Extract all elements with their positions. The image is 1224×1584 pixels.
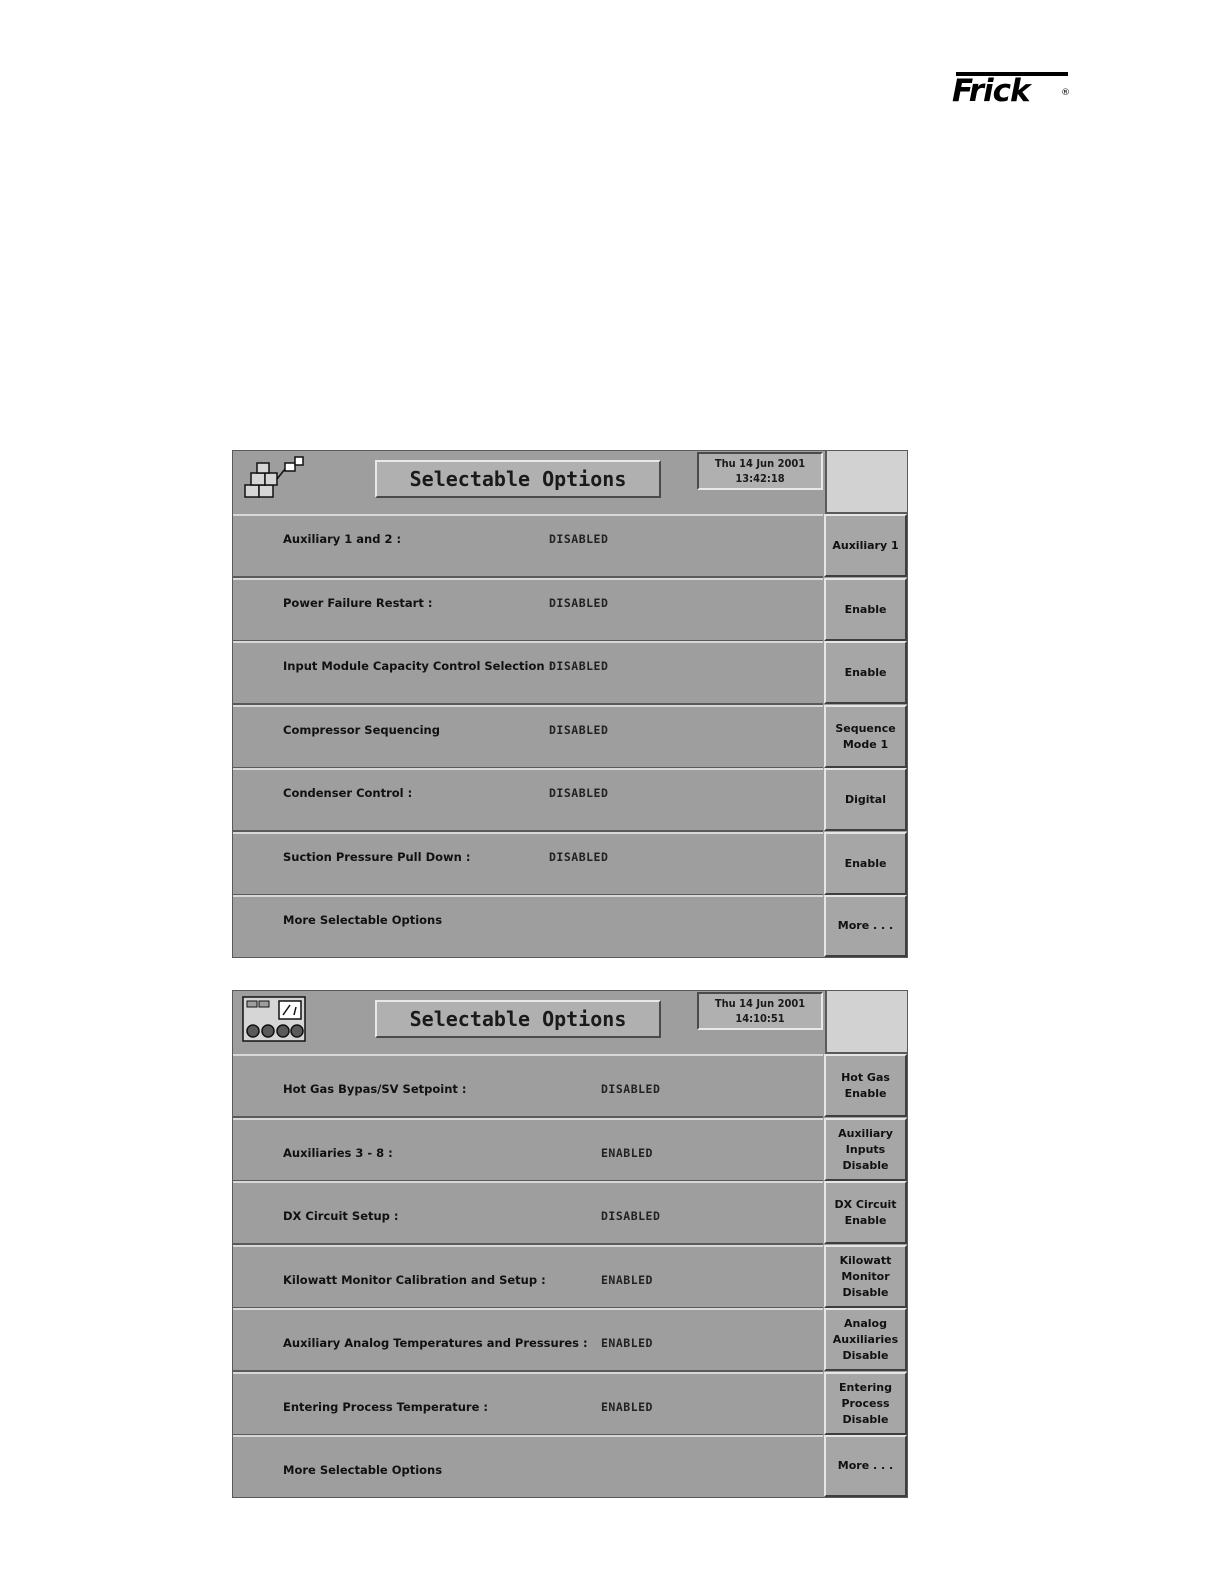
selectable-options-screen-1 [232,450,908,958]
option-row [233,1054,823,1118]
sequence-mode-button[interactable]: Sequence Mode 1 [824,705,907,768]
logo-text: Frick [952,73,1030,109]
option-label: Hot Gas Bypas/SV Setpoint : [283,1082,467,1096]
hot-gas-enable-button[interactable]: Hot Gas Enable [824,1054,907,1117]
option-row [233,1372,823,1436]
option-status: ENABLED [601,1273,653,1287]
screen-title: Selectable Options [375,460,661,498]
option-status: DISABLED [549,532,609,546]
option-label: Auxiliary Analog Temperatures and Pressures : [283,1336,588,1350]
datetime-display [697,992,823,1030]
option-row [233,578,823,642]
corner-blank [825,451,907,514]
dx-circuit-enable-button[interactable]: DX Circuit Enable [824,1181,907,1244]
panel-header [233,451,825,515]
option-row [233,1118,823,1182]
option-row [233,1181,823,1245]
option-row [233,895,823,957]
datetime-display [697,452,823,490]
screen-title: Selectable Options [375,1000,661,1038]
option-label: Condenser Control : [283,786,413,800]
selectable-options-screen-2 [232,990,908,1498]
option-label: Power Failure Restart : [283,596,433,610]
kilowatt-monitor-disable-button[interactable]: Kilowatt Monitor Disable [824,1245,907,1308]
option-row [233,641,823,705]
option-label: More Selectable Options [283,913,443,927]
date-text: Thu 14 Jun 2001 [714,997,806,1010]
building-blocks-icon [241,455,309,507]
option-label: Entering Process Temperature : [283,1400,489,1414]
option-label: Suction Pressure Pull Down : [283,850,471,864]
time-text: 14:10:51 [735,1012,785,1025]
condenser-digital-button[interactable]: Digital [824,768,907,831]
option-label: Kilowatt Monitor Calibration and Setup : [283,1273,546,1287]
option-row [233,1245,823,1309]
option-label: Auxiliaries 3 - 8 : [283,1146,393,1160]
option-row [233,1435,823,1497]
option-row [233,1308,823,1372]
option-label: DX Circuit Setup : [283,1209,399,1223]
option-row [233,514,823,578]
input-module-enable-button[interactable]: Enable [824,641,907,704]
power-failure-enable-button[interactable]: Enable [824,578,907,641]
option-row [233,768,823,832]
corner-blank [825,991,907,1054]
gauge-panel-icon [241,995,309,1047]
analog-auxiliaries-disable-button[interactable]: Analog Auxiliaries Disable [824,1308,907,1371]
date-text: Thu 14 Jun 2001 [714,457,806,470]
pull-down-enable-button[interactable]: Enable [824,832,907,895]
option-label: More Selectable Options [283,1463,443,1477]
logo-registered-mark: ® [1061,88,1070,98]
option-status: DISABLED [549,596,609,610]
frick-logo [952,70,1070,110]
option-status: DISABLED [549,659,609,673]
entering-process-disable-button[interactable]: Entering Process Disable [824,1372,907,1435]
auxiliary-1-button[interactable]: Auxiliary 1 [824,514,907,577]
option-status: ENABLED [601,1336,653,1350]
option-label: Auxiliary 1 and 2 : [283,532,402,546]
option-status: DISABLED [601,1209,661,1223]
option-status: ENABLED [601,1146,653,1160]
option-status: DISABLED [549,786,609,800]
option-status: ENABLED [601,1400,653,1414]
more-button[interactable]: More . . . [824,1435,907,1497]
option-row [233,705,823,769]
time-text: 13:42:18 [735,472,785,485]
option-label: Compressor Sequencing [283,723,440,737]
option-label: Input Module Capacity Control Selection : [283,659,554,673]
option-status: DISABLED [549,850,609,864]
option-row [233,832,823,896]
more-button[interactable]: More . . . [824,895,907,957]
auxiliary-inputs-disable-button[interactable]: Auxiliary Inputs Disable [824,1118,907,1181]
panel-header [233,991,825,1055]
option-status: DISABLED [601,1082,661,1096]
option-status: DISABLED [549,723,609,737]
